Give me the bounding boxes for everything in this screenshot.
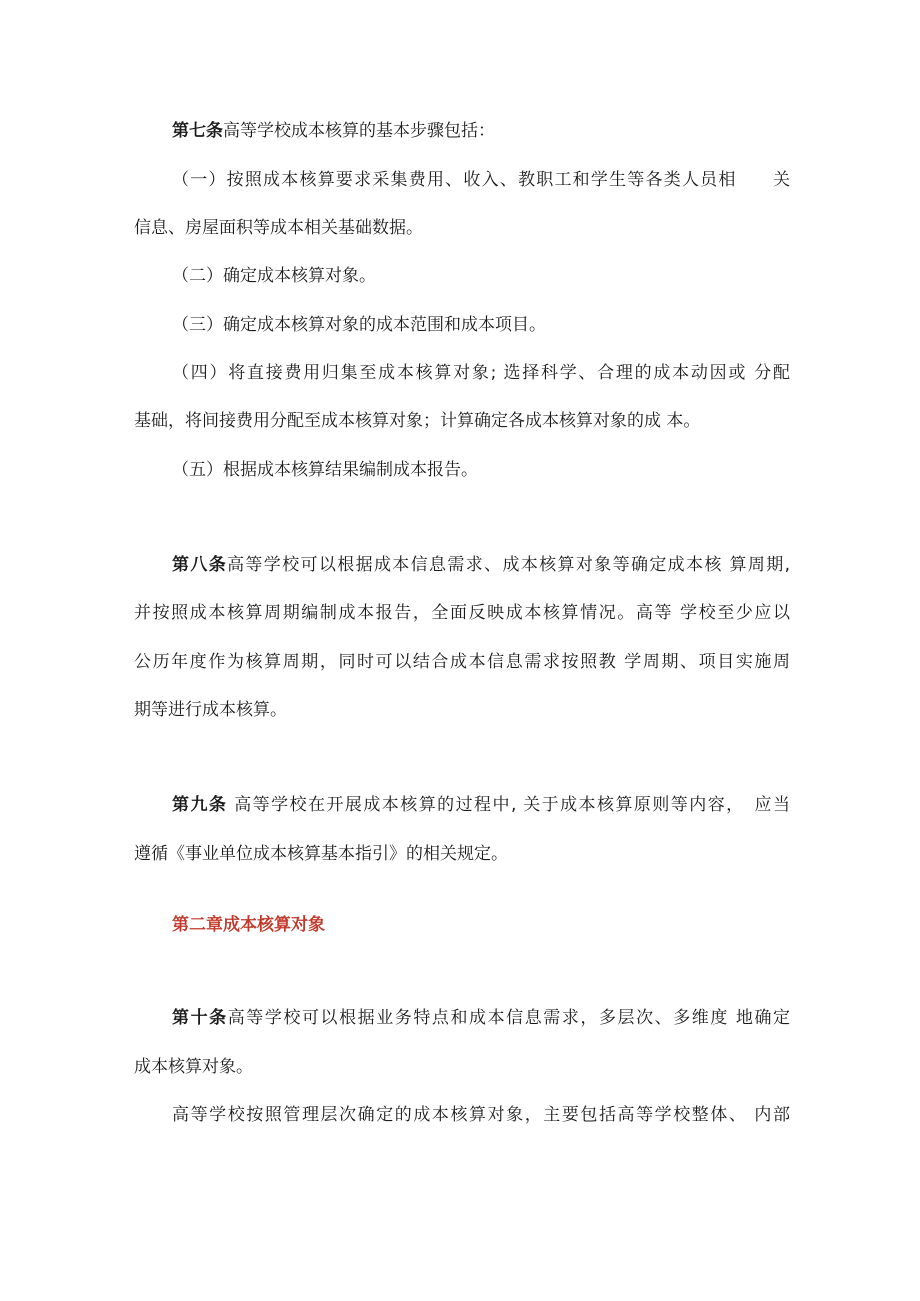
article-8-line-3: 公历年度作为核算周期，同时可以结合成本信息需求按照教 学周期、项目实施周 bbox=[134, 652, 790, 672]
article-7-label: 第七条 bbox=[172, 121, 223, 141]
article-10-text-line-1: 高等学校可以根据业务特点和成本信息需求，多层次、多维度 地确定 bbox=[227, 1008, 790, 1028]
article-8-line-1 bbox=[172, 551, 790, 579]
article-8-line-2: 并按照成本核算周期编制成本报告，全面反映成本核算情况。高等 学校至少应以 bbox=[134, 603, 790, 623]
article-7-heading bbox=[172, 117, 790, 145]
article-7-item-2: （二）确定成本核算对象。 bbox=[172, 266, 376, 286]
article-10-line-1 bbox=[172, 1004, 790, 1032]
article-7-text: 高等学校成本核算的基本步骤包括： bbox=[223, 121, 495, 141]
article-7-item-1-line-2: 信息、房屋面积等成本相关基础数据。 bbox=[134, 218, 423, 238]
article-7-item-4-line-1: （四）将直接费用归集至成本核算对象; 选择科学、合理的成本动因或 分配 bbox=[172, 363, 790, 383]
article-7-item-5: （五）根据成本核算结果编制成本报告。 bbox=[172, 460, 478, 480]
article-8-label: 第八条 bbox=[172, 555, 228, 575]
article-9-text-line-1: 高等学校在开展成本核算的过程中, 关于成本核算原则等内容， 应当 bbox=[227, 795, 790, 815]
article-9-line-2: 遵循《事业单位成本核算基本指引》的相关规定。 bbox=[134, 844, 508, 864]
chapter-2-heading: 第二章成本核算对象 bbox=[172, 915, 325, 935]
article-9-label: 第九条 bbox=[172, 795, 228, 815]
article-7-item-4-line-2: 基础，将间接费用分配至成本核算对象；计算确定各成本核算对象的成 本。 bbox=[134, 411, 701, 431]
article-10-line-2: 成本核算对象。 bbox=[134, 1057, 253, 1077]
article-7-item-1-line-1: （一）按照成本核算要求采集费用、收入、教职工和学生等各类人员相 关 bbox=[172, 170, 790, 190]
article-7-item-3: （三）确定成本核算对象的成本范围和成本项目。 bbox=[172, 315, 546, 335]
article-10-label: 第十条 bbox=[172, 1008, 228, 1028]
article-10-para-2-line-1: 高等学校按照管理层次确定的成本核算对象，主要包括高等学校整体、 内部 bbox=[172, 1105, 790, 1125]
article-8-line-4: 期等进行成本核算。 bbox=[134, 700, 287, 720]
article-8-text-line-1: 高等学校可以根据成本信息需求、成本核算对象等确定成本核 算周期, bbox=[227, 555, 790, 575]
article-9-line-1 bbox=[172, 791, 790, 819]
